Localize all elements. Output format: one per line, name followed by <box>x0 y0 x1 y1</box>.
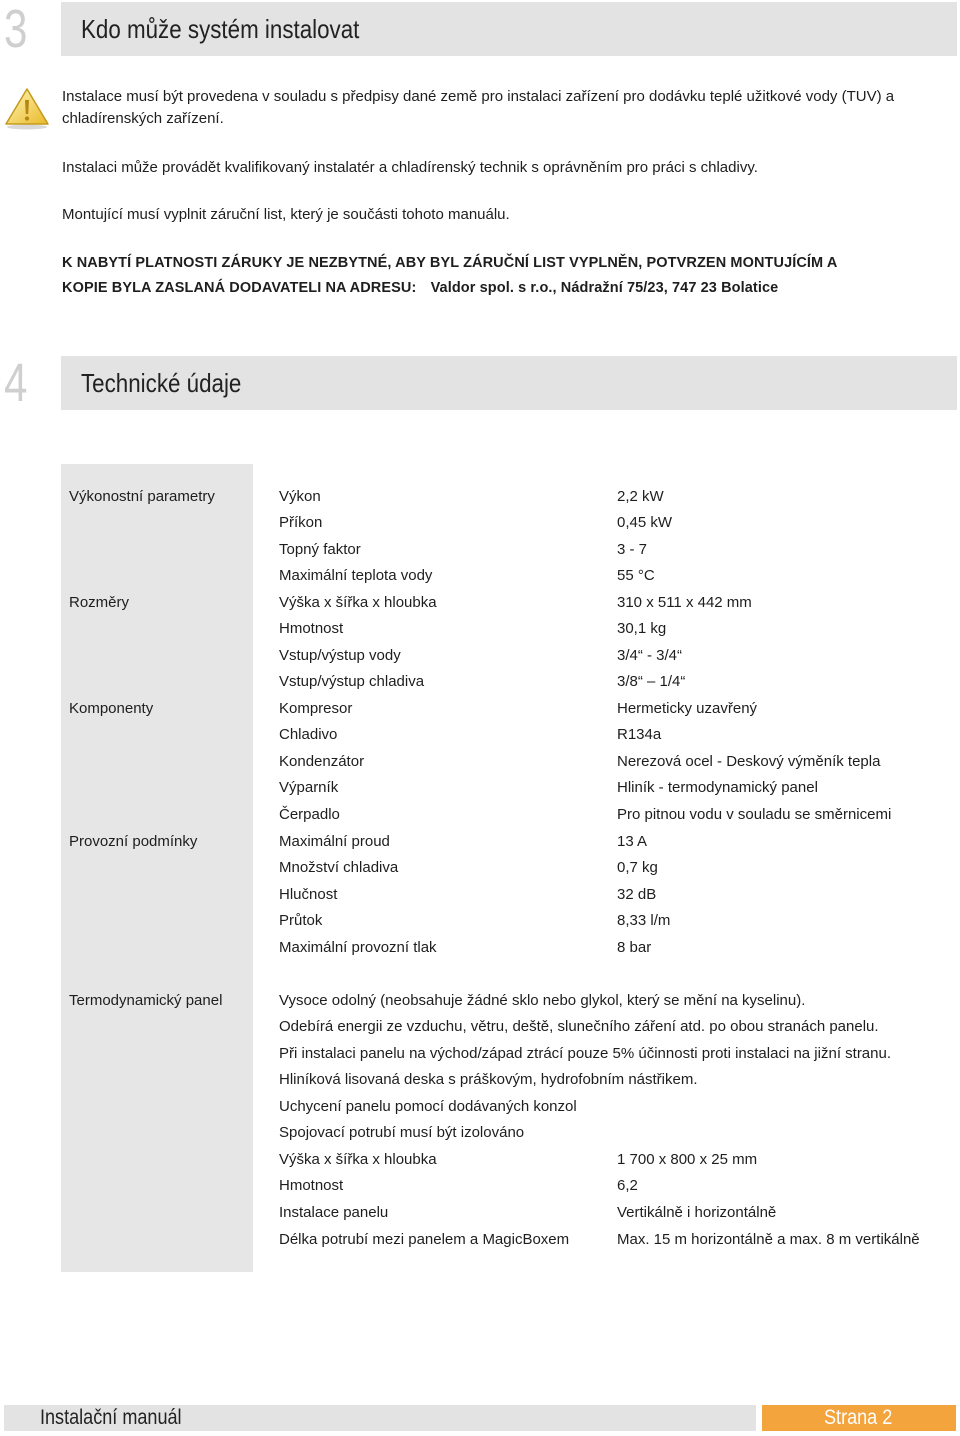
param-value: Hliník - termodynamický panel <box>617 779 818 796</box>
table-row <box>279 833 959 859</box>
panel-description-line: Vysoce odolný (neobsahuje žádné sklo nebo glykol, který se mění na kyselinu). <box>279 992 806 1009</box>
table-row <box>279 514 959 540</box>
param-name: Kompresor <box>279 700 353 717</box>
table-row <box>279 1151 959 1177</box>
param-value: 3/8“ – 1/4“ <box>617 673 686 690</box>
param-value: 2,2 kW <box>617 488 664 505</box>
param-value: 1 700 x 800 x 25 mm <box>617 1151 758 1168</box>
section-title: Kdo může systém instalovat <box>81 14 360 44</box>
param-value: 8 bar <box>617 939 652 956</box>
group-label-components: Komponenty <box>69 700 154 717</box>
table-label-column <box>61 464 253 1272</box>
param-name: Maximální proud <box>279 833 390 850</box>
footer-manual-title-bar <box>4 1405 756 1431</box>
table-row <box>279 939 959 965</box>
warranty-card-paragraph: Montující musí vyplnit záruční list, který je součásti tohoto manuálu. <box>62 206 510 223</box>
param-value: Pro pitnou vodu v souladu se směrnicemi <box>617 806 892 823</box>
table-row <box>279 779 959 805</box>
param-name: Průtok <box>279 912 323 929</box>
section-number: 4 <box>4 353 28 413</box>
param-value: 32 dB <box>617 886 657 903</box>
panel-description-line: Při instalaci panelu na východ/západ ztrácí pouze 5% účinnosti proti instalaci na jižní stranu. <box>279 1045 892 1062</box>
table-row <box>279 806 959 832</box>
param-name: Instalace panelu <box>279 1204 389 1221</box>
panel-description-line: Hliníková lisovaná deska s práškovým, hydrofobním nástřikem. <box>279 1071 698 1088</box>
param-value: 310 x 511 x 442 mm <box>617 594 752 611</box>
table-row <box>279 859 959 885</box>
table-row <box>279 1204 959 1230</box>
table-row <box>279 1177 959 1203</box>
warranty-notice-line2 <box>62 277 778 299</box>
warning-icon <box>4 86 50 130</box>
param-name: Maximální teplota vody <box>279 567 433 584</box>
table-row <box>279 726 959 752</box>
section-title: Technické údaje <box>81 368 242 398</box>
param-value: Hermeticky uzavřený <box>617 700 758 717</box>
table-row <box>279 753 959 779</box>
group-label-dimensions: Rozměry <box>69 594 130 611</box>
param-value: 0,45 kW <box>617 514 673 531</box>
warranty-notice-line1: K NABYTÍ PLATNOSTI ZÁRUKY JE NEZBYTNÉ, ABY BYL ZÁRUČNÍ LIST VYPLNĚN, POTVRZEN MONTUJÍCÍM A <box>62 255 838 271</box>
param-name: Vstup/výstup chladiva <box>279 673 425 690</box>
param-name: Výška x šířka x hloubka <box>279 594 437 611</box>
supplier-address: Valdor spol. s r.o., Nádražní 75/23, 747 23 Bolatice <box>430 280 779 296</box>
param-name: Hmotnost <box>279 620 344 637</box>
param-name: Množství chladiva <box>279 859 399 876</box>
param-name: Hmotnost <box>279 1177 344 1194</box>
param-name: Chladivo <box>279 726 338 743</box>
param-name: Výška x šířka x hloubka <box>279 1151 437 1168</box>
table-row <box>279 567 959 593</box>
group-label-performance: Výkonostní parametry <box>69 488 215 505</box>
param-name: Délka potrubí mezi panelem a MagicBoxem <box>279 1231 570 1248</box>
param-value: 3/4“ - 3/4“ <box>617 647 683 664</box>
param-value: 3 - 7 <box>617 541 648 558</box>
section-header <box>61 356 957 410</box>
param-value: Vertikálně i horizontálně <box>617 1204 777 1221</box>
param-name: Příkon <box>279 514 323 531</box>
param-name: Čerpadlo <box>279 806 340 823</box>
panel-description-line: Spojovací potrubí musí být izolováno <box>279 1124 525 1141</box>
param-value: R134a <box>617 726 662 743</box>
table-row <box>279 912 959 938</box>
param-name: Maximální provozní tlak <box>279 939 437 956</box>
footer-page-number-bar <box>762 1405 956 1431</box>
installation-requirements-paragraph: Instalace musí být provedena v souladu s předpisy dané země pro instalaci zařízení pro dodávku teplé užitkové vody (TUV) a chladírenských zařízení. <box>62 88 895 127</box>
table-row <box>279 886 959 912</box>
group-label-operating-conditions: Provozní podmínky <box>69 833 198 850</box>
section-header <box>61 2 957 56</box>
table-row <box>279 594 959 620</box>
param-value: Max. 15 m horizontálně a max. 8 m vertikálně <box>617 1231 920 1248</box>
param-name: Topný faktor <box>279 541 361 558</box>
table-row <box>279 488 959 514</box>
footer-page-number: Strana 2 <box>824 1406 893 1429</box>
param-name: Výkon <box>279 488 321 505</box>
param-value: 13 A <box>617 833 648 850</box>
warranty-notice-text: KOPIE BYLA ZASLANÁ DODAVATELI NA ADRESU: <box>62 280 417 296</box>
param-name: Kondenzátor <box>279 753 365 770</box>
table-row <box>279 620 959 646</box>
group-label-thermodynamic-panel: Termodynamický panel <box>69 992 223 1009</box>
qualified-installer-paragraph: Instalaci může provádět kvalifikovaný instalatér a chladírenský technik s oprávněním pro práci s chladivy. <box>62 159 758 176</box>
footer-manual-title: Instalační manuál <box>40 1406 182 1429</box>
section-number: 3 <box>4 0 28 59</box>
param-name: Hlučnost <box>279 886 338 903</box>
table-row <box>279 1231 959 1257</box>
param-name: Vstup/výstup vody <box>279 647 401 664</box>
table-row <box>279 647 959 673</box>
param-value: 30,1 kg <box>617 620 667 637</box>
panel-description-line: Odebírá energii ze vzduchu, větru, deště, slunečního záření atd. po obou stranách panelu. <box>279 1018 879 1035</box>
table-row <box>279 700 959 726</box>
param-value: 6,2 <box>617 1177 638 1194</box>
param-value: Nerezová ocel - Deskový výměník tepla <box>617 753 881 770</box>
param-value: 55 °C <box>617 567 655 584</box>
param-value: 0,7 kg <box>617 859 658 876</box>
table-row <box>279 541 959 567</box>
panel-description-line: Uchycení panelu pomocí dodávaných konzol <box>279 1098 577 1115</box>
table-row <box>279 673 959 699</box>
param-name: Výparník <box>279 779 339 796</box>
param-value: 8,33 l/m <box>617 912 671 929</box>
